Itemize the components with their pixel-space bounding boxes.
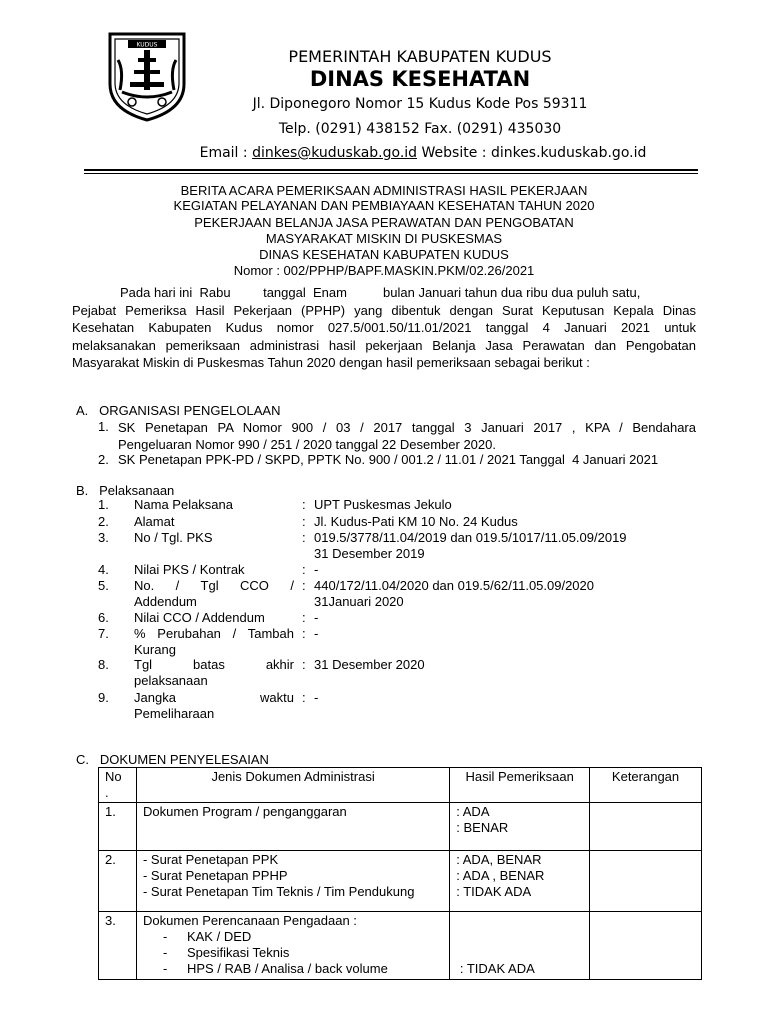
- pelaksanaan-row-label: [134, 497, 294, 513]
- pelaksanaan-row-colon: :: [302, 610, 306, 625]
- pelaksanaan-row-label: [134, 657, 294, 689]
- pelaksanaan-row-colon: :: [302, 514, 306, 529]
- section-a-heading: A. ORGANISASI PENGELOLAAN: [76, 403, 281, 418]
- pelaksanaan-row-label-line: Addendum: [134, 594, 197, 609]
- pelaksanaan-row-num: 6.: [98, 610, 109, 625]
- pelaksanaan-row-label-line: Nilai CCO / Addendum: [134, 610, 265, 625]
- pelaksanaan-row-colon: :: [302, 657, 306, 672]
- pelaksanaan-row-label-line: Kurang: [134, 642, 176, 657]
- pelaksanaan-row-num: 9.: [98, 690, 109, 705]
- pelaksanaan-row-value-line: 31Januari 2020: [314, 594, 404, 609]
- table-row: [99, 912, 702, 980]
- pelaksanaan-row-colon: :: [302, 578, 306, 593]
- title-line-1: BERITA ACARA PEMERIKSAAN ADMINISTRASI HASIL PEKERJAAN: [180, 183, 588, 198]
- row-items: Dokumen Program / penganggaran: [136, 803, 449, 851]
- pelaksanaan-row-value: [314, 626, 694, 642]
- pelaksanaan-row-colon: :: [302, 626, 306, 641]
- table-header-row: [99, 768, 702, 803]
- title-line-5: DINAS KESEHATAN KABUPATEN KUDUS: [259, 247, 509, 262]
- agency-phone: Telp. (0291) 438152 Fax. (0291) 435030: [278, 121, 562, 137]
- pelaksanaan-row-value: [314, 514, 694, 530]
- header-rule-thick: [84, 169, 698, 171]
- pelaksanaan-row-value: [314, 610, 694, 626]
- pelaksanaan-row-value-line: 019.5/3778/11.04/2019 dan 019.5/1017/11.05.09/2019: [314, 530, 627, 545]
- pelaksanaan-row-label-line: Nilai PKS / Kontrak: [134, 562, 245, 577]
- pelaksanaan-row-label: [134, 626, 294, 658]
- pelaksanaan-row-num: 7.: [98, 626, 109, 641]
- row-no: 2.: [99, 851, 137, 912]
- intro-paragraph: [72, 284, 696, 372]
- col-keterangan-header: Keterangan: [590, 768, 702, 803]
- pelaksanaan-row-label: [134, 610, 294, 626]
- col-jenis-header: Jenis Dokumen Administrasi: [136, 768, 449, 803]
- intro-line: Pada hari ini Rabu tanggal Enam bulan Januari tahun dua ribu dua puluh satu,: [120, 285, 641, 300]
- title-line-3: PEKERJAAN BELANJA JASA PERAWATAN DAN PENGOBATAN: [194, 215, 574, 230]
- agency-name: DINAS KESEHATAN: [309, 67, 531, 91]
- table-row: [99, 803, 702, 851]
- col-hasil-header: Hasil Pemeriksaan: [450, 768, 590, 803]
- pelaksanaan-row-value-line: 440/172/11.04/2020 dan 019.5/62/11.05.09/2020: [314, 578, 595, 593]
- pelaksanaan-row-label-line: % Perubahan / Tambah: [134, 626, 294, 641]
- section-a-item-2: SK Penetapan PPK-PD / SKPD, PPTK No. 900 / 001.2 / 11.01 / 2021 Tanggal 4 Januari 2021: [118, 452, 659, 467]
- pelaksanaan-row-colon: :: [302, 562, 306, 577]
- pelaksanaan-row-label: [134, 562, 294, 578]
- intro-line: melaksanakan pemeriksaan administrasi hasil pekerjaan Belanja Jasa Perawatan dan Pengobatan: [72, 337, 696, 353]
- section-b-heading: B. Pelaksanaan: [76, 483, 175, 498]
- document-number: Nomor : 002/PPHP/BAPF.MASKIN.PKM/02.26/2021: [233, 263, 535, 278]
- title-line-2: KEGIATAN PELAYANAN DAN PEMBIAYAAN KESEHATAN TAHUN 2020: [173, 198, 595, 213]
- section-a-item-1-line: Pengeluaran Nomor 990 / 251 / 2020 tanggal 22 Desember 2020.: [118, 437, 496, 452]
- pelaksanaan-row-label-line: Pemeliharaan: [134, 706, 215, 721]
- pelaksanaan-row-label-line: No. / Tgl CCO /: [134, 578, 294, 593]
- header-rule-thin: [84, 173, 698, 174]
- pelaksanaan-row-value: [314, 690, 694, 706]
- pelaksanaan-row-colon: :: [302, 497, 306, 512]
- pelaksanaan-row-value: [314, 530, 694, 562]
- pelaksanaan-row-value-line: 31 Desember 2019: [314, 546, 425, 561]
- email-label: Email :: [199, 145, 253, 161]
- pelaksanaan-row-value-line: 31 Desember 2020: [314, 657, 425, 672]
- pelaksanaan-row-label: [134, 578, 294, 610]
- agency-address: Jl. Diponegoro Nomor 15 Kudus Kode Pos 59311: [252, 96, 588, 112]
- pelaksanaan-row-label-line: Alamat: [134, 514, 175, 529]
- pelaksanaan-row-value: [314, 578, 694, 610]
- intro-line: Pejabat Pemeriksa Hasil Pekerjaan (PPHP) yang dibentuk dengan Surat Keputusan Kepala Dinas: [72, 302, 696, 318]
- pelaksanaan-row-num: 2.: [98, 514, 109, 529]
- pelaksanaan-row-label-line: Jangka waktu: [134, 690, 294, 705]
- row-note: [590, 912, 702, 980]
- email-link[interactable]: dinkes@kuduskab.go.id: [252, 145, 418, 161]
- section-a-item-1: [118, 419, 696, 453]
- pelaksanaan-row-value: [314, 562, 694, 578]
- pelaksanaan-row-value-line: -: [314, 610, 319, 625]
- intro-line: Kesehatan Kabupaten Kudus nomor 027.5/001.50/11.01/2021 tanggal 4 Januari 2021 untuk: [72, 320, 696, 335]
- section-c-heading: C. DOKUMEN PENYELESAIAN: [76, 752, 269, 767]
- row-no: 3.: [99, 912, 137, 980]
- row-note: [590, 803, 702, 851]
- gov-name: PEMERINTAH KABUPATEN KUDUS: [288, 47, 552, 66]
- pelaksanaan-row-colon: :: [302, 690, 306, 705]
- pelaksanaan-row-num: 1.: [98, 497, 109, 512]
- pelaksanaan-row-colon: :: [302, 530, 306, 545]
- pelaksanaan-row-value-line: -: [314, 626, 319, 641]
- title-line-4: MASYARAKAT MISKIN DI PUSKESMAS: [265, 231, 503, 246]
- row-items: - Surat Penetapan PPK - Surat Penetapan PPHP - Surat Penetapan Tim Teknis / Tim Pendukung: [136, 851, 449, 912]
- pelaksanaan-row-label-line: Nama Pelaksana: [134, 497, 233, 512]
- pelaksanaan-row-value-line: UPT Puskesmas Jekulo: [314, 497, 452, 512]
- table-row: [99, 851, 702, 912]
- pelaksanaan-row-label: [134, 530, 294, 546]
- section-a-item-2-num: 2.: [98, 452, 109, 467]
- pelaksanaan-row-value-line: Jl. Kudus-Pati KM 10 No. 24 Kudus: [314, 514, 518, 529]
- pelaksanaan-row-num: 3.: [98, 530, 109, 545]
- svg-text:KUDUS: KUDUS: [136, 41, 158, 49]
- website-text: Website : dinkes.kuduskab.go.id: [417, 145, 647, 161]
- document-table: [98, 767, 702, 980]
- pelaksanaan-row-num: 5.: [98, 578, 109, 593]
- pelaksanaan-row-value: [314, 497, 694, 513]
- row-note: [590, 851, 702, 912]
- pelaksanaan-row-num: 4.: [98, 562, 109, 577]
- section-a-item-1-line: SK Penetapan PA Nomor 900 / 03 / 2017 tanggal 3 Januari 2017 , KPA / Bendahara: [118, 420, 696, 435]
- pelaksanaan-row-value: [314, 657, 694, 673]
- pelaksanaan-row-value-line: -: [314, 562, 319, 577]
- row-results: : ADA : BENAR: [450, 803, 590, 851]
- pelaksanaan-row-label-line: Tgl batas akhir: [134, 657, 294, 672]
- row-items: Dokumen Perencanaan Pengadaan : - KAK / DED - Spesifikasi Teknis - HPS / RAB / Analisa / back volume: [136, 912, 449, 980]
- pelaksanaan-row-label-line: No / Tgl. PKS: [134, 530, 213, 545]
- row-no: 1.: [99, 803, 137, 851]
- row-results: : ADA, BENAR : ADA , BENAR : TIDAK ADA: [450, 851, 590, 912]
- pelaksanaan-row-value-line: -: [314, 690, 319, 705]
- col-no-header: No .: [99, 768, 137, 803]
- row-results: : TIDAK ADA: [450, 912, 590, 980]
- pelaksanaan-row-num: 8.: [98, 657, 109, 672]
- intro-line: Masyarakat Miskin di Puskesmas Tahun 2020 dengan hasil pemeriksaan sebagai berikut :: [72, 355, 590, 370]
- pelaksanaan-row-label-line: pelaksanaan: [134, 673, 208, 688]
- agency-contact: [150, 145, 696, 161]
- pelaksanaan-row-label: [134, 514, 294, 530]
- pelaksanaan-row-label: [134, 690, 294, 722]
- section-a-item-1-num: 1.: [98, 419, 109, 434]
